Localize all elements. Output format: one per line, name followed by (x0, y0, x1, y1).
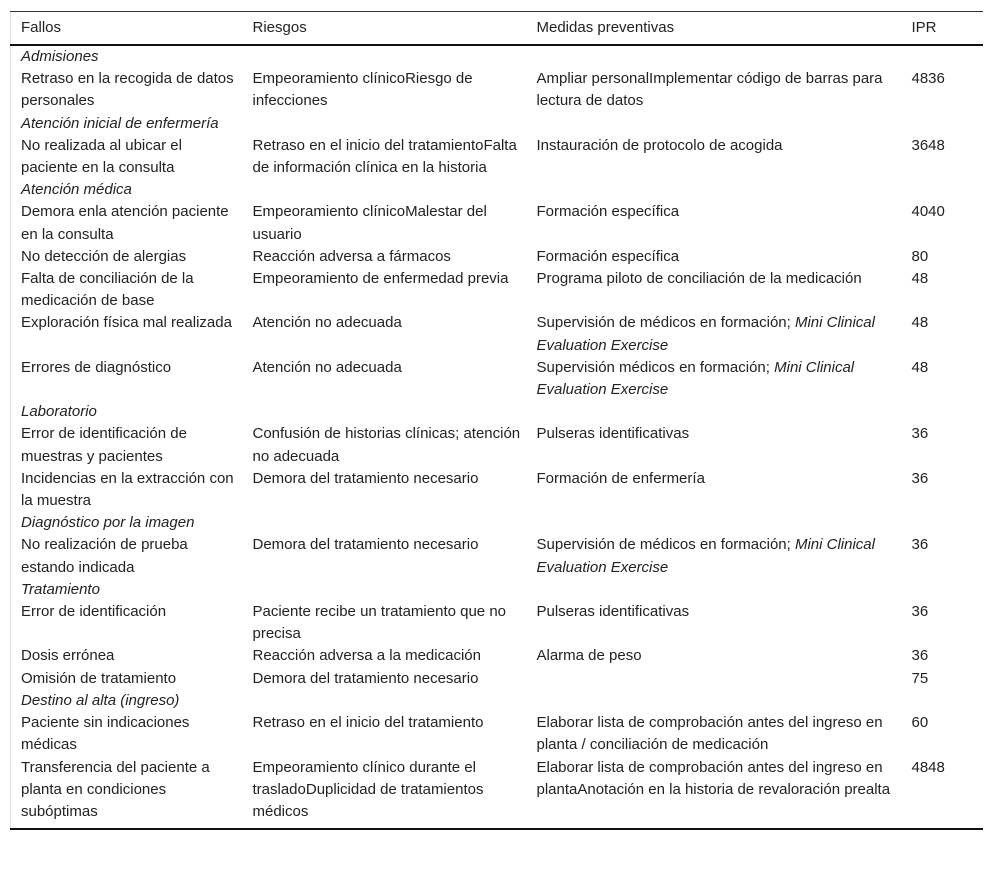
medida-text: Pulseras identificativas (536, 425, 690, 443)
medida-italic-text: Mini Clinical Evaluation Exercise (536, 358, 855, 399)
header-row (11, 12, 983, 46)
medida-text: Supervisión de médicos en formación; (536, 536, 795, 554)
table-row (11, 468, 983, 512)
cell-medida (527, 712, 902, 756)
cell-ipr: 36 (911, 536, 929, 554)
cell-ipr: 3648 (911, 136, 945, 154)
cell-fallo: Demora enla atención paciente en la consulta (21, 203, 229, 243)
cell-fallo: Omisión de tratamiento (21, 669, 177, 687)
cell-riesgo: Reacción adversa a fármacos (252, 247, 451, 265)
medida-text: Pulseras identificativas (536, 603, 690, 621)
category-row (11, 579, 983, 601)
medida-text: Alarma de peso (536, 647, 642, 665)
cell-fallo: Paciente sin indicaciones médicas (21, 714, 190, 754)
table-row (11, 601, 983, 645)
cell-fallo: Error de identificación de muestras y pacientes (21, 425, 187, 465)
medida-text: Formación de enfermería (536, 469, 705, 487)
cell-riesgo: Paciente recibe un tratamiento que no precisa (252, 603, 506, 643)
table-row (11, 668, 983, 690)
table-row (11, 357, 983, 401)
category-row (11, 45, 983, 68)
medida-text: Instauración de protocolo de acogida (536, 136, 783, 154)
category-label: Admisiones (21, 48, 99, 65)
cell-riesgo: Empeoramiento clínico durante el trasladoDuplicidad de tratamientos médicos (252, 758, 484, 820)
cell-ipr: 36 (911, 603, 929, 621)
cell-medida (527, 357, 902, 401)
cell-ipr: 75 (911, 669, 929, 687)
cell-riesgo: Atención no adecuada (252, 314, 402, 332)
cell-fallo: No realización de prueba estando indicada (21, 536, 188, 576)
risk-table (10, 11, 983, 830)
cell-medida (527, 423, 902, 467)
medida-text: Elaborar lista de comprobación antes del ingreso en plantaAnotación en la historia de revaloración prealta (536, 758, 891, 798)
cell-medida (527, 312, 902, 356)
table-row (11, 757, 983, 830)
table-row (11, 68, 983, 112)
table-row (11, 312, 983, 356)
header-fallos: Fallos (21, 19, 62, 36)
cell-medida (527, 668, 902, 690)
cell-medida (527, 135, 902, 179)
table-row (11, 201, 983, 245)
medida-text: Supervisión médicos en formación; (536, 358, 775, 376)
cell-medida (527, 468, 902, 512)
cell-medida (527, 645, 902, 667)
category-label: Diagnóstico por la imagen (21, 514, 195, 532)
cell-medida (527, 246, 902, 268)
table-row (11, 534, 983, 578)
cell-ipr: 60 (911, 714, 929, 732)
cell-ipr: 48 (911, 270, 929, 288)
cell-medida (527, 757, 902, 830)
category-label: Atención inicial de enfermería (21, 114, 219, 132)
cell-ipr: 36 (911, 469, 929, 487)
cell-fallo: Falta de conciliación de la medicación de base (21, 270, 194, 310)
cell-ipr: 80 (911, 247, 929, 265)
cell-medida (527, 534, 902, 578)
cell-riesgo: Empeoramiento de enfermedad previa (252, 270, 509, 288)
table-row (11, 268, 983, 312)
header-medidas: Medidas preventivas (536, 19, 675, 36)
cell-fallo: Exploración física mal realizada (21, 314, 232, 332)
medida-text: Programa piloto de conciliación de la medicación (536, 270, 862, 288)
category-label: Destino al alta (ingreso) (21, 691, 180, 709)
cell-fallo: Error de identificación (21, 603, 167, 621)
cell-ipr: 4040 (911, 203, 945, 221)
cell-medida (527, 68, 902, 112)
cell-ipr: 36 (911, 425, 929, 443)
cell-ipr: 48 (911, 314, 929, 332)
category-label: Tratamiento (21, 580, 100, 598)
table-body (11, 45, 983, 829)
category-label: Atención médica (21, 181, 132, 199)
cell-medida (527, 201, 902, 245)
cell-medida (527, 268, 902, 312)
cell-riesgo: Empeoramiento clínicoRiesgo de infecciones (252, 70, 473, 110)
cell-ipr: 36 (911, 647, 929, 665)
medida-italic-text: Mini Clinical Evaluation Exercise (536, 314, 875, 354)
medida-text: Elaborar lista de comprobación antes del ingreso en planta / conciliación de medicación (536, 714, 883, 754)
header-riesgos: Riesgos (252, 19, 307, 36)
cell-fallo: No detección de alergias (21, 247, 187, 265)
table-row (11, 135, 983, 179)
cell-ipr: 48 (911, 358, 929, 376)
category-label: Laboratorio (21, 403, 97, 421)
cell-riesgo: Atención no adecuada (252, 358, 402, 376)
cell-ipr: 4836 (911, 70, 945, 88)
table-row (11, 712, 983, 756)
cell-fallo: Transferencia del paciente a planta en condiciones subóptimas (21, 758, 210, 820)
table-row (11, 645, 983, 667)
cell-riesgo: Demora del tratamiento necesario (252, 469, 479, 487)
medida-text: Formación específica (536, 247, 680, 265)
cell-fallo: Errores de diagnóstico (21, 358, 172, 376)
table-row (11, 246, 983, 268)
cell-ipr: 4848 (911, 758, 945, 776)
cell-fallo: No realizada al ubicar el paciente en la consulta (21, 136, 182, 177)
category-row (11, 179, 983, 201)
category-row (11, 113, 983, 135)
medida-text: Ampliar personalImplementar código de barras para lectura de datos (536, 70, 883, 110)
cell-medida (527, 601, 902, 645)
medida-text: Supervisión de médicos en formación; (536, 314, 795, 332)
cell-fallo: Incidencias en la extracción con la muestra (21, 469, 234, 510)
cell-riesgo: Confusión de historias clínicas; atención no adecuada (252, 425, 521, 465)
cell-riesgo: Demora del tratamiento necesario (252, 669, 479, 687)
medida-italic-text: Mini Clinical Evaluation Exercise (536, 536, 875, 576)
header-ipr: IPR (911, 19, 937, 36)
cell-fallo: Dosis errónea (21, 647, 115, 665)
medida-text: Formación específica (536, 203, 680, 221)
cell-riesgo: Demora del tratamiento necesario (252, 536, 479, 554)
cell-riesgo: Retraso en el inicio del tratamiento (252, 714, 484, 732)
category-row (11, 690, 983, 712)
cell-riesgo: Empeoramiento clínicoMalestar del usuario (252, 203, 487, 243)
cell-fallo: Retraso en la recogida de datos personales (21, 70, 234, 110)
cell-riesgo: Retraso en el inicio del tratamientoFalta de información clínica en la historia (252, 136, 517, 177)
table-row (11, 423, 983, 467)
category-row (11, 401, 983, 423)
category-row (11, 512, 983, 534)
cell-riesgo: Reacción adversa a la medicación (252, 647, 481, 665)
